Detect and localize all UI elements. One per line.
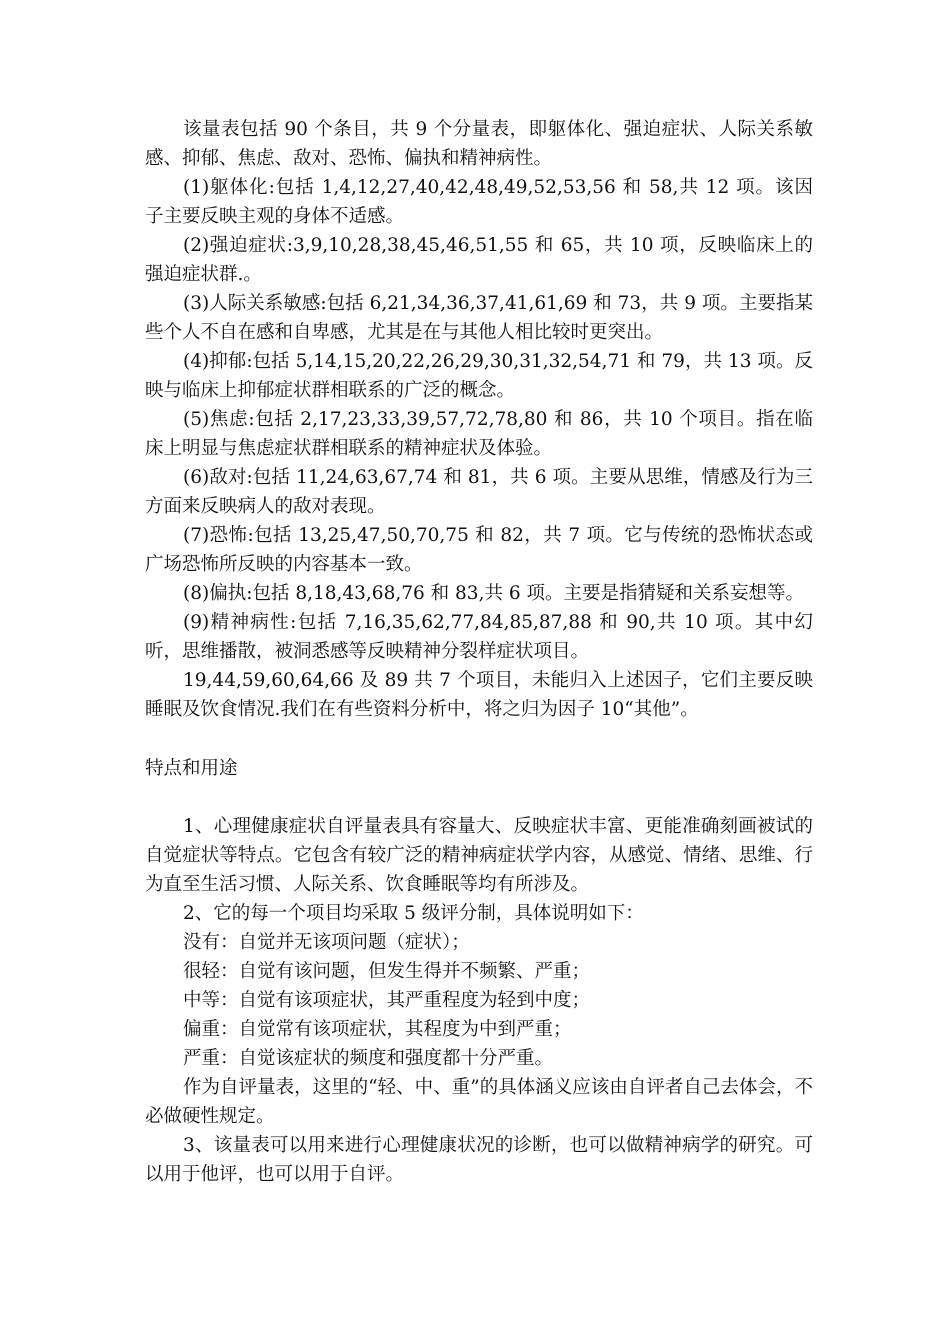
factor-anxiety-paragraph: (5)焦虑:包括 2,17,23,33,39,57,72,78,80 和 86，共 10 个项目。指在临床上明显与焦虑症状群相联系的精神症状及体验。 <box>145 409 813 459</box>
factor-paranoid-paragraph: (8)偏执:包括 8,18,43,68,76 和 83,共 6 项。主要是指猜疑和关系妄想等。 <box>183 583 804 604</box>
factor-hostility-paragraph: (6)敌对:包括 11,24,63,67,74 和 81，共 6 项。主要从思维，情感及行为三方面来反映病人的敌对表现。 <box>145 467 813 517</box>
rating-level-severe: 严重：自觉该症状的频度和强度都十分严重。 <box>183 1048 554 1069</box>
factor-interpersonal-sensitivity-paragraph: (3)人际关系敏感:包括 6,21,34,36,37,41,61,69 和 73，共 9 项。主要指某些个人不自在感和自卑感，尤其是在与其他人相比较时更突出。 <box>145 293 813 343</box>
factor-phobic-anxiety-paragraph: (7)恐怖:包括 13,25,47,50,70,75 和 82，共 7 项。它与传统的恐怖状态或广场恐怖所反映的内容基本一致。 <box>145 525 813 575</box>
feature-point-1-paragraph: 1、心理健康症状自评量表具有容量大、反映症状丰富、更能准确刻画被试的自觉症状等特点。它包含有较广泛的精神病症状学内容，从感觉、情绪、思维、行为直至生活习惯、人际关系、饮食睡眠等均有所涉及。 <box>145 816 813 895</box>
section-spacer <box>145 783 813 812</box>
rating-level-fairly-severe: 偏重：自觉常有该项症状，其程度为中到严重； <box>183 1019 572 1040</box>
rating-level-none: 没有：自觉并无该项问题（症状）； <box>183 932 470 953</box>
factor-obsessive-compulsive-paragraph: (2)强迫症状:3,9,10,28,38,45,46,51,55 和 65，共 10 项，反映临床上的强迫症状群.。 <box>145 235 813 285</box>
section-heading-features: 特点和用途 <box>145 758 238 779</box>
feature-point-2-paragraph: 2、它的每一个项目均采取 5 级评分制，具体说明如下： <box>183 903 644 924</box>
document-body <box>145 115 813 1189</box>
factor-psychoticism-paragraph: (9)精神病性:包括 7,16,35,62,77,84,85,87,88 和 90,共 10 项。其中幻听，思维播散，被洞悉感等反映精神分裂样症状项目。 <box>145 612 813 662</box>
factor-other-paragraph: 19,44,59,60,64,66 及 89 共 7 个项目，未能归入上述因子，它们主要反映睡眠及饮食情况.我们在有些资料分析中，将之归为因子 10“其他”。 <box>145 670 813 720</box>
factor-somatization-paragraph: (1)躯体化:包括 1,4,12,27,40,42,48,49,52,53,56 和 58,共 12 项。该因子主要反映主观的身体不适感。 <box>145 177 813 227</box>
feature-point-3-paragraph: 3、该量表可以用来进行心理健康状况的诊断，也可以做精神病学的研究。可以用于他评，也可以用于自评。 <box>145 1135 813 1185</box>
section-spacer <box>145 724 813 754</box>
factors-intro-paragraph: 该量表包括 90 个条目，共 9 个分量表，即躯体化、强迫症状、人际关系敏感、抑郁、焦虑、敌对、恐怖、偏执和精神病性。 <box>145 119 813 169</box>
rating-note-paragraph: 作为自评量表，这里的“轻、中、重”的具体涵义应该由自评者自己去体会，不必做硬性规定。 <box>145 1077 813 1127</box>
factor-depression-paragraph: (4)抑郁:包括 5,14,15,20,22,26,29,30,31,32,54,71 和 79，共 13 项。反映与临床上抑郁症状群相联系的广泛的概念。 <box>145 351 813 401</box>
rating-level-moderate: 中等：自觉有该项症状，其严重程度为轻到中度； <box>183 990 591 1011</box>
rating-level-mild: 很轻：自觉有该问题，但发生得并不频繁、严重； <box>183 961 591 982</box>
